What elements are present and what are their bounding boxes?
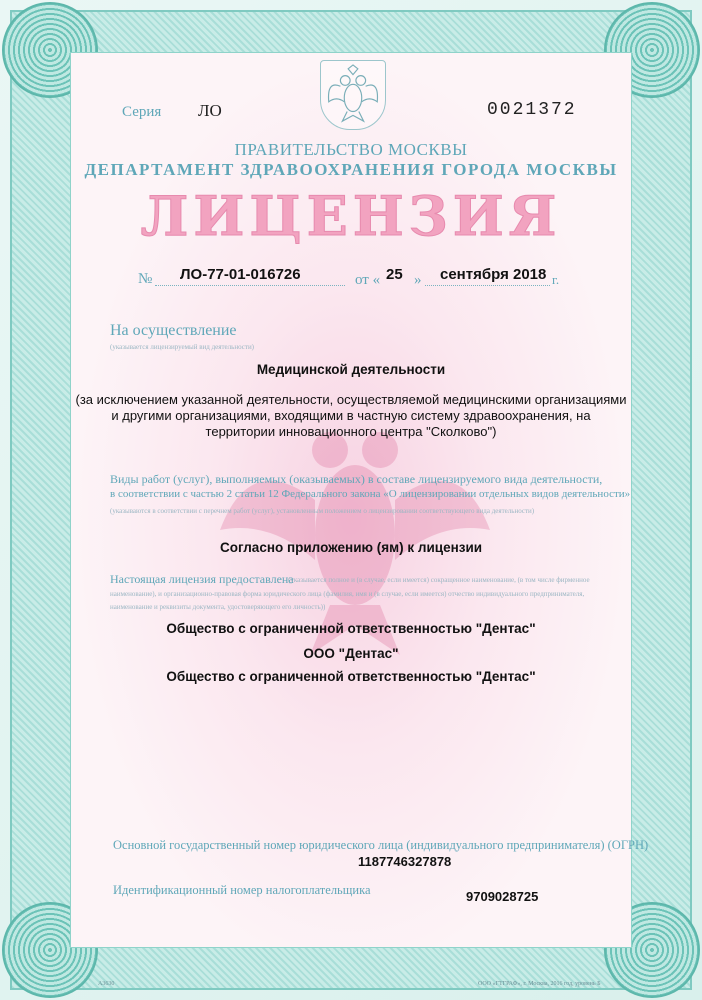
activity-exclusion-1: (за исключением указанной деятельности, осуществляемой медицинскими организациями: [75, 392, 627, 407]
activity-sublabel: (указывается лицензируемый вид деятельности): [110, 343, 255, 351]
licensee-short-name: ООО "Дентас": [303, 646, 399, 661]
number-label: №: [138, 271, 153, 287]
works-note: (указываются в соответствии с перечнем работ (услуг), установленным положением о лицензировании соответствующего вида деятельности): [110, 507, 535, 515]
date-from-label: от «: [355, 272, 381, 288]
form-code: А3630: [98, 981, 115, 987]
date-quote-close: »: [414, 272, 422, 288]
license-month-year: сентября 2018: [440, 266, 547, 283]
coat-of-arms-emblem: [320, 60, 386, 130]
granted-note-1: (указывается полное и (в случае, если имеется) сокращенное наименование, (в том числе фирменное: [288, 576, 590, 584]
eagle-emblem-icon: [321, 61, 385, 129]
ogrn-label: Основной государственный номер юридического лица (индивидуального предпринимателя) (ОГРН): [113, 838, 649, 852]
year-suffix: г.: [552, 272, 560, 287]
license-day: 25: [386, 266, 403, 283]
granted-note-2: наименование), и организационно-правовая форма юридического лица (фамилия, имя и (в случае, если имеется) отчество индивидуального предпринимателя,: [110, 590, 585, 598]
works-value: Согласно приложению (ям) к лицензии: [219, 540, 483, 555]
series-value: ЛО: [198, 101, 222, 120]
granted-label: Настоящая лицензия предоставлена: [110, 572, 294, 586]
licensee-full-name: Общество с ограниченной ответственностью "Дентас": [166, 621, 536, 636]
activity-exclusion-2: и другими организациями, входящими в частную систему здравоохранения, на: [111, 408, 591, 423]
series-label: Серия: [122, 104, 162, 120]
date-underline: [425, 285, 550, 286]
ogrn-value: 1187746327878: [358, 854, 452, 869]
license-number: ЛО-77-01-016726: [180, 266, 301, 283]
government-name: ПРАВИТЕЛЬСТВО МОСКВЫ: [234, 140, 468, 159]
licensee-firm-name: Общество с ограниченной ответственностью "Дентас": [166, 669, 536, 684]
inn-value: 9709028725: [466, 889, 539, 904]
activity-exclusion-3: территории инновационного центра "Сколково"): [205, 424, 497, 439]
works-line-1: Виды работ (услуг), выполняемых (оказываемых) в составе лицензируемого вида деятельности,: [110, 472, 603, 486]
works-line-2: в соответствии с частью 2 статьи 12 Федерального закона «О лицензировании отдельных видов деятельности»: [110, 488, 631, 500]
granted-note-3: наименование и реквизиты документа, удостоверяющего его личность)): [110, 603, 326, 611]
number-underline: [155, 285, 345, 286]
inn-label: Идентификационный номер налогоплательщика: [113, 883, 371, 897]
document-title: ЛИЦЕНЗИЯ: [140, 184, 562, 248]
serial-number: 0021372: [487, 100, 577, 120]
activity-label: На осуществление: [110, 322, 237, 339]
department-name: ДЕПАРТАМЕНТ ЗДРАВООХРАНЕНИЯ ГОРОДА МОСКВЫ: [84, 160, 618, 179]
activity-name: Медицинской деятельности: [256, 362, 446, 377]
printer-info: ООО «ГТГРАФ», г. Москва, 2016 год, уровень Б: [478, 981, 601, 987]
